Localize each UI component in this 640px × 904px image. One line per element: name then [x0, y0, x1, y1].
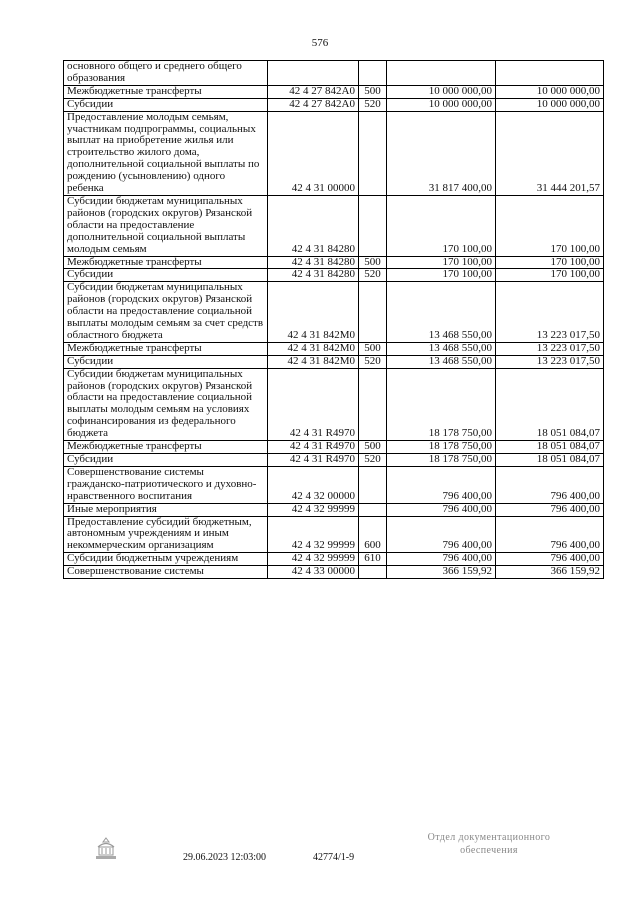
row-name: Межбюджетные трансферты [64, 256, 268, 269]
row-sum-plan: 796 400,00 [387, 466, 496, 503]
row-name: Субсидии бюджетам муниципальных районов (городских округов) Рязанской области на предоставление социальной выплаты молодым семьям на условиях софинансирования из федерального бюджета [64, 368, 268, 440]
row-code: 42 4 33 00000 [268, 566, 359, 579]
row-expense-type: 500 [359, 256, 387, 269]
row-code: 42 4 31 R4970 [268, 454, 359, 467]
table-row [64, 368, 604, 440]
row-code: 42 4 32 00000 [268, 466, 359, 503]
row-sum-plan: 796 400,00 [387, 516, 496, 553]
table-row [64, 441, 604, 454]
table-row [64, 342, 604, 355]
row-expense-type: 520 [359, 269, 387, 282]
row-expense-type [359, 195, 387, 256]
row-code: 42 4 31 842М0 [268, 342, 359, 355]
row-sum-plan: 18 178 750,00 [387, 454, 496, 467]
table-row [64, 85, 604, 98]
row-name: Субсидии бюджетам муниципальных районов (городских округов) Рязанской области на предоставление социальной выплаты молодым семьям за счет средств областного бюджета [64, 282, 268, 343]
table-row [64, 269, 604, 282]
row-name: Субсидии [64, 454, 268, 467]
budget-table-body [64, 61, 604, 579]
row-expense-type: 500 [359, 85, 387, 98]
row-code: 42 4 31 842М0 [268, 355, 359, 368]
row-expense-type [359, 503, 387, 516]
row-sum-plan: 10 000 000,00 [387, 98, 496, 111]
row-sum-actual: 796 400,00 [496, 553, 604, 566]
row-code: 42 4 31 84280 [268, 269, 359, 282]
table-row [64, 553, 604, 566]
row-expense-type [359, 61, 387, 86]
row-name: Иные мероприятия [64, 503, 268, 516]
row-sum-plan: 796 400,00 [387, 553, 496, 566]
table-row [64, 256, 604, 269]
row-code: 42 4 31 84280 [268, 195, 359, 256]
footer-document-number: 42774/1-9 [313, 852, 355, 863]
row-sum-plan: 170 100,00 [387, 269, 496, 282]
row-sum-actual: 31 444 201,57 [496, 111, 604, 195]
row-name: Совершенствование системы гражданско-патриотического и духовно-нравственного воспитания [64, 466, 268, 503]
row-sum-actual: 366 159,92 [496, 566, 604, 579]
row-name: основного общего и среднего общего образования [64, 61, 268, 86]
row-sum-actual: 18 051 084,07 [496, 368, 604, 440]
table-row [64, 61, 604, 86]
row-name: Субсидии [64, 269, 268, 282]
row-sum-plan: 31 817 400,00 [387, 111, 496, 195]
row-sum-actual: 796 400,00 [496, 503, 604, 516]
row-sum-actual: 10 000 000,00 [496, 98, 604, 111]
row-code: 42 4 31 R4970 [268, 368, 359, 440]
table-row [64, 355, 604, 368]
table-row [64, 516, 604, 553]
table-row [64, 111, 604, 195]
row-expense-type: 520 [359, 355, 387, 368]
row-sum-actual: 13 223 017,50 [496, 355, 604, 368]
row-expense-type [359, 111, 387, 195]
row-sum-actual: 170 100,00 [496, 269, 604, 282]
row-sum-plan: 13 468 550,00 [387, 355, 496, 368]
department-stamp [404, 831, 574, 857]
row-expense-type: 500 [359, 441, 387, 454]
row-code: 42 4 32 99999 [268, 516, 359, 553]
row-sum-actual: 170 100,00 [496, 256, 604, 269]
row-sum-plan [387, 61, 496, 86]
page-number: 576 [311, 37, 329, 49]
row-sum-plan: 13 468 550,00 [387, 342, 496, 355]
stamp-line-1: Отдел документационного [427, 832, 551, 843]
row-expense-type: 520 [359, 98, 387, 111]
budget-table [63, 60, 604, 579]
row-sum-actual: 796 400,00 [496, 466, 604, 503]
row-name: Межбюджетные трансферты [64, 342, 268, 355]
table-row [64, 195, 604, 256]
row-code: 42 4 31 R4970 [268, 441, 359, 454]
government-crest-icon [93, 837, 119, 861]
table-row [64, 466, 604, 503]
row-sum-plan: 13 468 550,00 [387, 282, 496, 343]
row-expense-type [359, 368, 387, 440]
footer-datetime: 29.06.2023 12:03:00 [183, 852, 267, 863]
row-sum-plan: 796 400,00 [387, 503, 496, 516]
row-expense-type [359, 282, 387, 343]
row-code: 42 4 27 842А0 [268, 85, 359, 98]
row-name: Межбюджетные трансферты [64, 441, 268, 454]
row-sum-plan: 10 000 000,00 [387, 85, 496, 98]
row-sum-actual: 18 051 084,07 [496, 454, 604, 467]
row-sum-actual: 170 100,00 [496, 195, 604, 256]
row-name: Субсидии бюджетам муниципальных районов (городских округов) Рязанской области на предоставление дополнительной социальной выплаты молодым семьям [64, 195, 268, 256]
row-sum-plan: 170 100,00 [387, 195, 496, 256]
row-name: Предоставление молодым семьям, участникам подпрограммы, социальных выплат на приобретение жилья или строительство жилого дома, дополнительной социальной выплаты по рождению (усыновлению) одного ребенка [64, 111, 268, 195]
row-expense-type: 500 [359, 342, 387, 355]
table-row [64, 503, 604, 516]
row-expense-type: 610 [359, 553, 387, 566]
row-sum-plan: 18 178 750,00 [387, 368, 496, 440]
row-name: Субсидии [64, 355, 268, 368]
row-sum-actual: 796 400,00 [496, 516, 604, 553]
row-sum-plan: 170 100,00 [387, 256, 496, 269]
row-code: 42 4 27 842А0 [268, 98, 359, 111]
row-code: 42 4 31 00000 [268, 111, 359, 195]
table-row [64, 98, 604, 111]
row-expense-type: 520 [359, 454, 387, 467]
row-code: 42 4 32 99999 [268, 553, 359, 566]
row-name: Субсидии [64, 98, 268, 111]
row-name: Межбюджетные трансферты [64, 85, 268, 98]
row-name: Совершенствование системы [64, 566, 268, 579]
row-name: Предоставление субсидий бюджетным, автономным учреждениям и иным некоммерческим организациям [64, 516, 268, 553]
row-expense-type: 600 [359, 516, 387, 553]
row-code: 42 4 31 842М0 [268, 282, 359, 343]
row-name: Субсидии бюджетным учреждениям [64, 553, 268, 566]
row-sum-plan: 18 178 750,00 [387, 441, 496, 454]
row-sum-actual: 13 223 017,50 [496, 282, 604, 343]
row-expense-type [359, 566, 387, 579]
stamp-line-2: обеспечения [460, 845, 518, 856]
row-sum-actual: 10 000 000,00 [496, 85, 604, 98]
row-code [268, 61, 359, 86]
row-sum-actual [496, 61, 604, 86]
row-sum-actual: 13 223 017,50 [496, 342, 604, 355]
row-code: 42 4 32 99999 [268, 503, 359, 516]
table-row [64, 282, 604, 343]
row-sum-actual: 18 051 084,07 [496, 441, 604, 454]
table-row [64, 454, 604, 467]
row-expense-type [359, 466, 387, 503]
row-sum-plan: 366 159,92 [387, 566, 496, 579]
table-row [64, 566, 604, 579]
row-code: 42 4 31 84280 [268, 256, 359, 269]
